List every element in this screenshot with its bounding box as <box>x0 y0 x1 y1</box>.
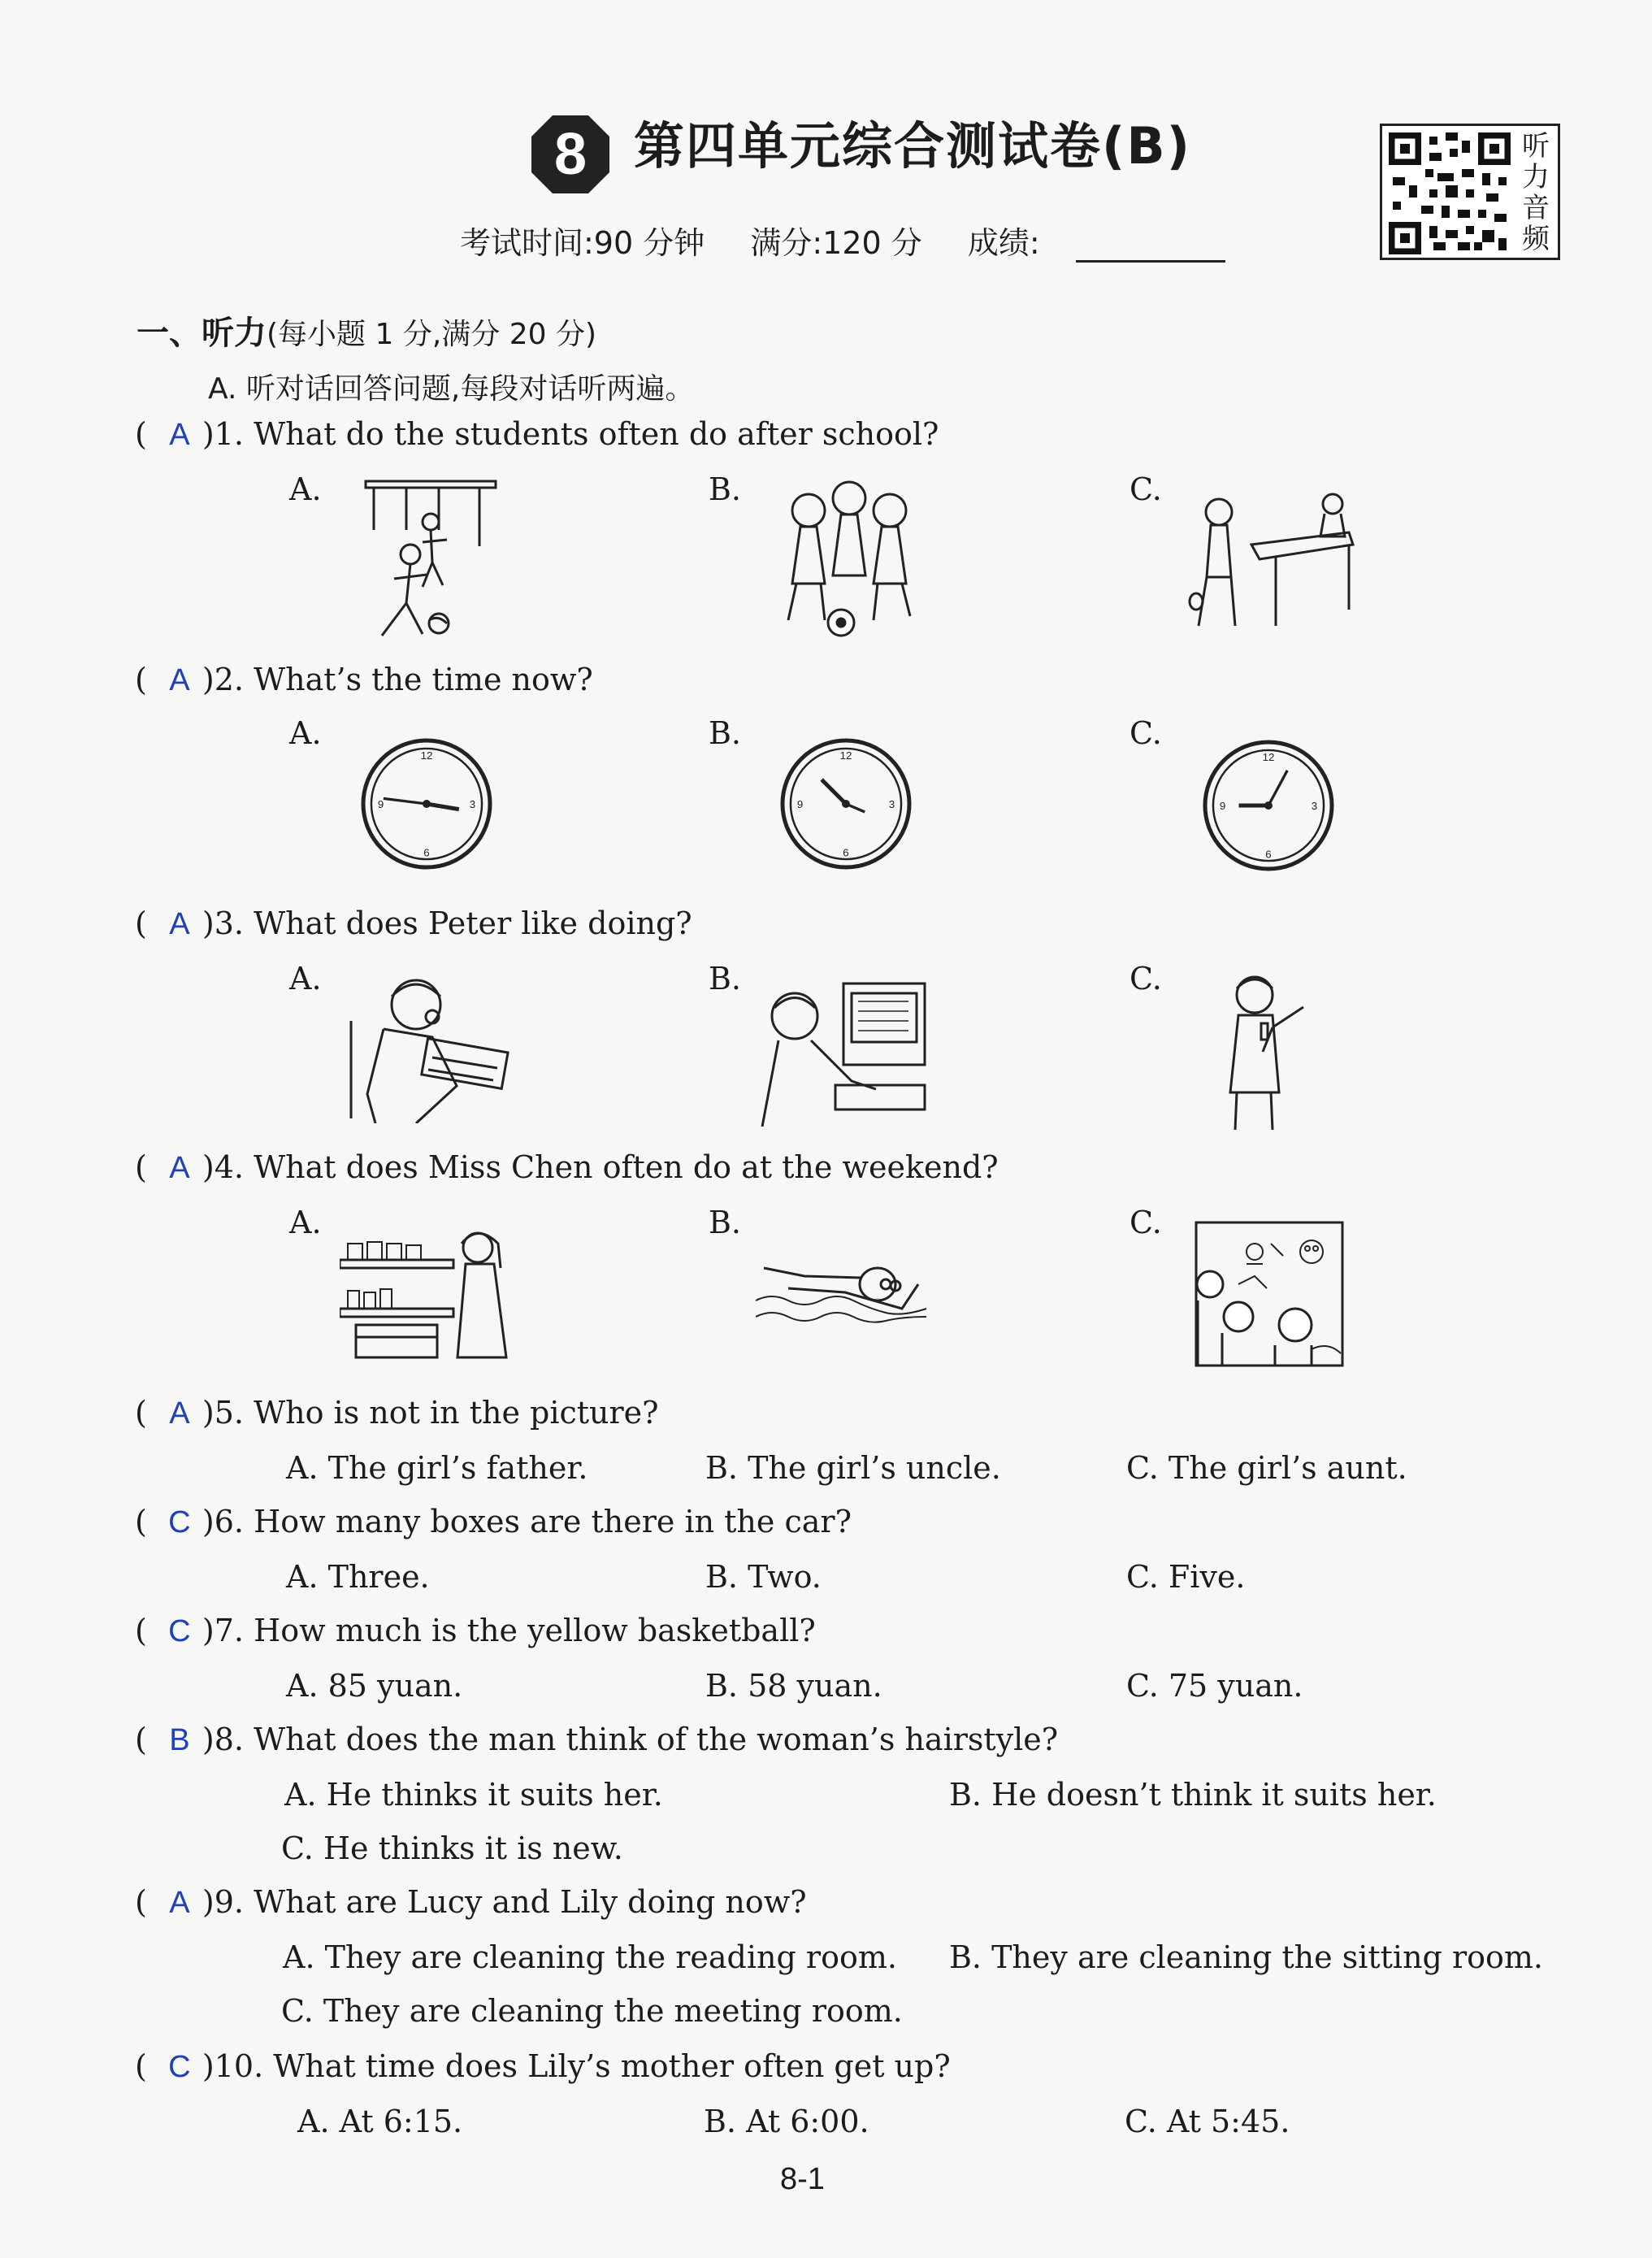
answer-mark: A <box>169 1886 190 1920</box>
question-text: )1. What do the students often do after school? <box>202 416 939 452</box>
option-label[interactable]: B. He doesn’t think it suits her. <box>949 1777 1437 1813</box>
option-label[interactable]: A. The girl’s father. <box>286 1450 588 1486</box>
question-text: )5. Who is not in the picture? <box>202 1395 659 1431</box>
svg-text:6: 6 <box>843 846 849 859</box>
full-score: 满分:120 分 <box>750 225 922 261</box>
basketball-players-illustration[interactable] <box>358 473 504 645</box>
option-label[interactable]: A. He thinks it suits her. <box>284 1777 663 1813</box>
option-label[interactable]: C. 75 yuan. <box>1126 1668 1303 1704</box>
soccer-players-illustration[interactable] <box>768 478 930 640</box>
option-label[interactable]: C. <box>1130 1205 1162 1240</box>
question-4: ( A )4. What does Miss Chen often do at the weekend? <box>135 1149 999 1185</box>
option-label[interactable]: A. <box>289 961 322 997</box>
svg-text:12: 12 <box>420 749 433 762</box>
answer-mark: C <box>168 2050 191 2084</box>
computer-game-illustration[interactable] <box>754 975 931 1127</box>
option-label[interactable]: A. 85 yuan. <box>286 1668 463 1704</box>
clock-c-illustration[interactable] <box>1201 738 1336 873</box>
option-label[interactable]: C. The girl’s aunt. <box>1126 1450 1407 1486</box>
question-3: ( A )3. What does Peter like doing? <box>135 905 692 941</box>
option-label[interactable]: B. <box>709 471 742 507</box>
question-text: )7. How much is the yellow basketball? <box>202 1613 816 1648</box>
swimming-illustration[interactable] <box>756 1252 931 1328</box>
question-text: )9. What are Lucy and Lily doing now? <box>202 1884 807 1920</box>
question-text: )10. What time does Lily’s mother often get up? <box>202 2048 951 2084</box>
question-8: ( B )8. What does the man think of the woman’s hairstyle? <box>135 1722 1059 1757</box>
svg-text:9: 9 <box>796 797 804 810</box>
question-10: ( C )10. What time does Lily’s mother often get up? <box>135 2048 951 2084</box>
option-label[interactable]: A. At 6:15. <box>297 2104 463 2139</box>
grade-label: 成绩: <box>967 225 1040 261</box>
question-6: ( C )6. How many boxes are there in the car? <box>135 1504 852 1539</box>
question-7: ( C )7. How much is the yellow basketball? <box>135 1613 816 1648</box>
option-label[interactable]: B. At 6:00. <box>704 2104 869 2139</box>
answer-mark: A <box>169 907 190 941</box>
question-text: )3. What does Peter like doing? <box>202 905 692 941</box>
option-label[interactable]: A. <box>289 471 322 507</box>
page-number: 8-1 <box>780 2162 825 2196</box>
table-tennis-illustration[interactable] <box>1186 488 1357 634</box>
option-label[interactable]: B. They are cleaning the sitting room. <box>949 1939 1543 1975</box>
answer-mark: C <box>168 1505 191 1539</box>
shopping-illustration[interactable] <box>340 1227 510 1361</box>
page-title: 第四单元综合测试卷(B) <box>634 116 1191 176</box>
option-label[interactable]: B. <box>709 715 742 751</box>
svg-text:3: 3 <box>469 797 476 810</box>
boy-with-stamps-illustration[interactable] <box>335 972 515 1123</box>
option-label[interactable]: C. At 5:45. <box>1125 2104 1290 2139</box>
option-label[interactable]: B. 58 yuan. <box>705 1668 882 1704</box>
question-5: ( A )5. Who is not in the picture? <box>135 1395 659 1431</box>
option-label[interactable]: C. He thinks it is new. <box>281 1830 623 1866</box>
option-label[interactable]: B. Two. <box>705 1559 822 1595</box>
svg-text:9: 9 <box>1219 799 1226 812</box>
svg-text:6: 6 <box>1265 848 1272 861</box>
answer-mark: A <box>169 663 190 697</box>
question-text: )2. What’s the time now? <box>202 662 593 697</box>
section-title <box>137 307 596 354</box>
question-text: )6. How many boxes are there in the car? <box>202 1504 852 1539</box>
qr-code-icon[interactable] <box>1389 132 1511 254</box>
qr-label: 听力音频 <box>1522 130 1550 255</box>
clock-a-illustration[interactable] <box>359 736 494 871</box>
svg-text:6: 6 <box>423 846 430 859</box>
answer-mark: A <box>169 1396 190 1431</box>
clock-b-illustration[interactable] <box>778 736 913 871</box>
option-label[interactable]: A. They are cleaning the reading room. <box>283 1939 897 1975</box>
question-text: )8. What does the man think of the woman’s hairstyle? <box>202 1722 1059 1757</box>
qr-code-panel[interactable] <box>1380 124 1560 260</box>
svg-text:9: 9 <box>377 797 384 810</box>
exam-time: 考试时间:90 分钟 <box>460 225 705 261</box>
option-label[interactable]: B. <box>709 961 742 997</box>
unit-number: 8 <box>553 122 588 187</box>
question-2: ( A )2. What’s the time now? <box>135 662 593 697</box>
option-label[interactable]: C. <box>1130 961 1162 997</box>
section-name: 一、听力 <box>137 315 267 352</box>
answer-mark: A <box>169 418 190 452</box>
section-subtitle: (每小题 1 分,满分 20 分) <box>267 318 597 351</box>
answer-mark: C <box>168 1614 191 1648</box>
option-label[interactable]: A. <box>289 715 322 751</box>
option-label[interactable]: C. Five. <box>1126 1559 1246 1595</box>
option-label[interactable]: C. They are cleaning the meeting room. <box>281 1993 903 2029</box>
exam-meta <box>460 218 1225 263</box>
question-1: ( A )1. What do the students often do after school? <box>135 416 939 452</box>
singer-illustration[interactable] <box>1214 971 1318 1130</box>
answer-mark: B <box>169 1723 190 1757</box>
svg-text:3: 3 <box>1311 799 1318 812</box>
option-label[interactable]: B. The girl’s uncle. <box>705 1450 1001 1486</box>
option-label[interactable]: C. <box>1130 715 1162 751</box>
question-9: ( A )9. What are Lucy and Lily doing now? <box>135 1884 807 1920</box>
unit-number-badge <box>528 112 613 197</box>
svg-text:12: 12 <box>839 749 852 762</box>
option-label[interactable]: B. <box>709 1205 742 1240</box>
option-label[interactable]: C. <box>1130 471 1162 507</box>
section-instruction: A. 听对话回答问题,每段对话听两遍。 <box>208 372 695 406</box>
answer-mark: A <box>169 1151 190 1185</box>
question-text: )4. What does Miss Chen often do at the weekend? <box>202 1149 999 1185</box>
cinema-illustration[interactable] <box>1190 1219 1349 1369</box>
option-label[interactable]: A. Three. <box>286 1559 430 1595</box>
svg-text:3: 3 <box>888 797 895 810</box>
option-label[interactable]: A. <box>289 1205 322 1240</box>
grade-blank[interactable] <box>1076 230 1225 263</box>
svg-text:12: 12 <box>1262 751 1275 764</box>
